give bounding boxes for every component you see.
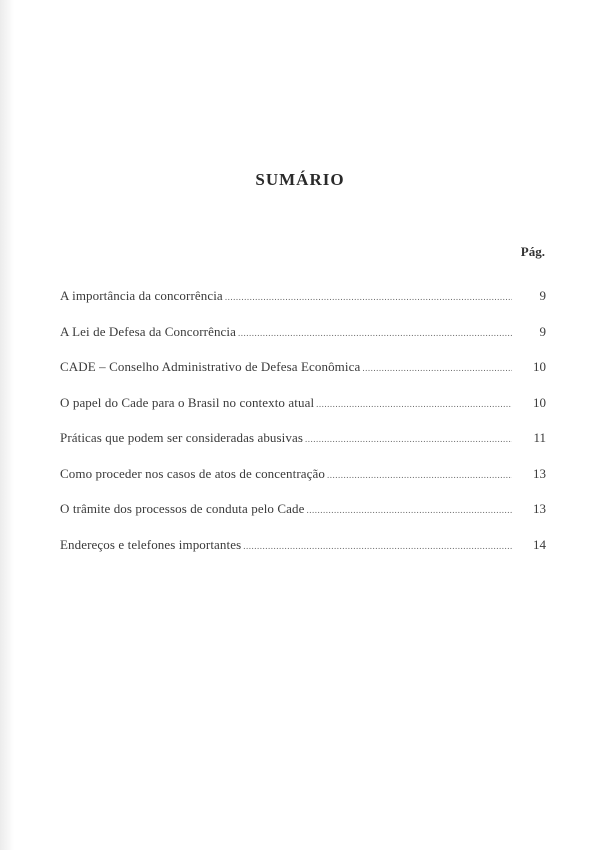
dot-leader bbox=[316, 399, 512, 409]
table-of-contents bbox=[60, 288, 546, 572]
toc-entry-title: A importância da concorrência bbox=[60, 288, 223, 303]
toc-entry-title: CADE – Conselho Administrativo de Defesa Econômica bbox=[60, 359, 361, 374]
toc-entry-title: Práticas que podem ser consideradas abusivas bbox=[60, 430, 304, 445]
dot-leader bbox=[238, 328, 512, 338]
dot-leader bbox=[305, 434, 512, 444]
toc-entry bbox=[60, 537, 546, 573]
toc-entry-title: A Lei de Defesa da Concorrência bbox=[60, 323, 236, 339]
toc-entry-title: Como proceder nos casos de atos de concentração bbox=[60, 465, 325, 481]
toc-entry-title: O papel do Cade para o Brasil no contexto atual bbox=[60, 394, 315, 410]
toc-entry-title: Endereços e telefones importantes bbox=[60, 536, 242, 552]
toc-entry bbox=[60, 395, 546, 431]
toc-entry bbox=[60, 324, 546, 360]
toc-entry bbox=[60, 430, 546, 466]
toc-entry bbox=[60, 288, 546, 324]
dot-leader bbox=[306, 505, 512, 515]
toc-entry-page: 13 bbox=[533, 465, 546, 481]
page-title: SUMÁRIO bbox=[255, 170, 345, 189]
dot-leader bbox=[327, 470, 512, 480]
toc-entry-title: O trâmite dos processos de conduta pelo Cade bbox=[60, 501, 305, 516]
toc-entry-page: 10 bbox=[533, 359, 546, 374]
toc-entry bbox=[60, 466, 546, 502]
toc-entry-page: 14 bbox=[533, 536, 546, 552]
page-edge-shadow bbox=[0, 0, 14, 850]
toc-entry bbox=[60, 359, 546, 395]
toc-entry-page: 9 bbox=[539, 288, 546, 303]
toc-entry-page: 13 bbox=[533, 501, 546, 516]
dot-leader bbox=[243, 541, 512, 551]
dot-leader bbox=[362, 363, 512, 373]
toc-entry-page: 9 bbox=[539, 323, 546, 339]
page-column-header: Pág. bbox=[520, 244, 545, 259]
toc-entry-page: 11 bbox=[533, 430, 546, 445]
dot-leader bbox=[225, 292, 512, 302]
toc-entry-page: 10 bbox=[533, 394, 546, 410]
toc-entry bbox=[60, 501, 546, 537]
